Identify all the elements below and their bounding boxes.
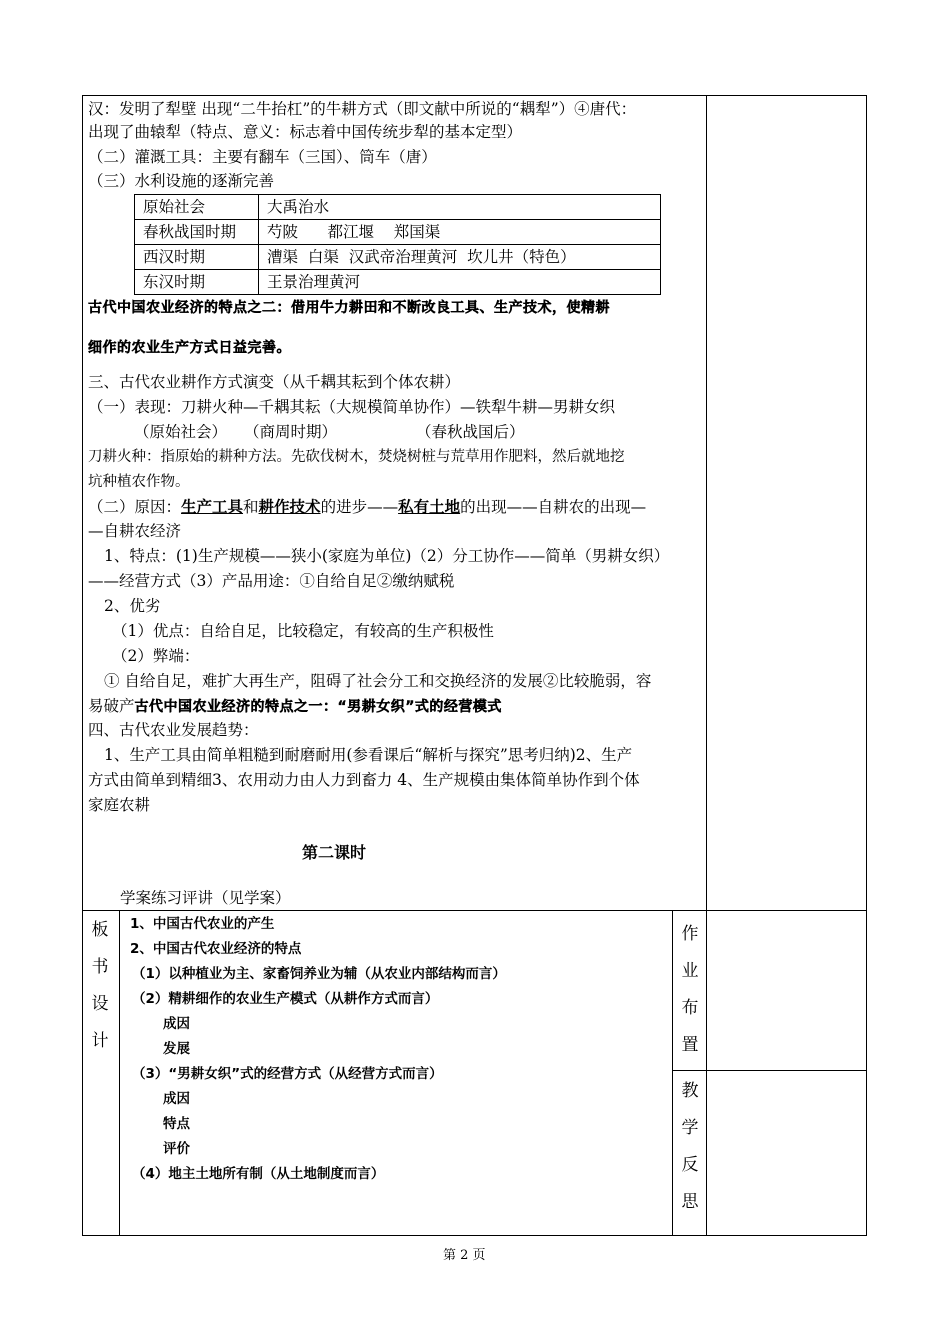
- section3-title: 三、古代农业耕作方式演变（从千耦其耘到个体农耕）: [88, 373, 461, 391]
- lesson2-review: 学案练习评讲（见学案）: [120, 889, 291, 907]
- demerits-line2: [88, 696, 502, 717]
- homework-reflection-divider: [672, 1070, 867, 1071]
- homework-label-char: 置: [681, 1035, 699, 1055]
- main-column-divider: [706, 95, 707, 1236]
- reason-suffix: 的出现——自耕农的出现—: [460, 498, 647, 516]
- text-irrigation-tools: （二）灌溉工具：主要有翻车（三国）、筒车（唐）: [88, 148, 437, 166]
- board-item: （4）地主土地所有制（从土地制度而言）: [132, 1166, 385, 1182]
- table-bottom-border: [82, 1235, 867, 1236]
- water-facilities-table: [134, 194, 661, 295]
- demerits-prefix: 易破产: [88, 697, 135, 715]
- reflection-label-char: 反: [681, 1155, 699, 1175]
- definition-line2: 坑种植农作物。: [88, 474, 190, 490]
- board-label-char: 计: [91, 1031, 109, 1051]
- table-cell-period: 西汉时期: [135, 245, 259, 270]
- reflection-label-char: 教: [681, 1081, 699, 1101]
- board-item: 成因: [163, 1016, 190, 1032]
- section3-sub-chunqiu: （春秋战国后）: [416, 423, 525, 441]
- table-row: [135, 270, 661, 295]
- board-item: （2）精耕细作的农业生产模式（从耕作方式而言）: [132, 991, 439, 1007]
- table-right-border: [866, 95, 867, 1236]
- demerits-line1: ① 自给自足，难扩大再生产，阻碍了社会分工和交换经济的发展②比较脆弱，容: [104, 672, 652, 690]
- board-label-char: 书: [91, 957, 109, 977]
- features-line1: 1、特点：(1)生产规模——狭小(家庭为单位)（2）分工协作——简单（男耕女织）: [104, 547, 670, 565]
- lesson2-heading: 第二课时: [302, 843, 367, 862]
- section3-sub-primitive: （原始社会）: [134, 423, 228, 441]
- table-left-border: [82, 95, 83, 1236]
- board-item: 评价: [163, 1141, 190, 1157]
- reason-and: 和: [243, 498, 259, 516]
- table-cell-content: 大禹治水: [259, 195, 661, 220]
- reason-prefix: （二）原因：: [88, 498, 182, 516]
- board-item: 1、中国古代农业的产生: [130, 916, 275, 932]
- section3-sub-shangzhou: （商周时期）: [244, 423, 338, 441]
- text-line-han: 汉：发明了犁壁 出现“二牛抬杠”的牛耕方式（即文献中所说的“耦犁”）④唐代：: [88, 100, 637, 118]
- reflection-label-char: 思: [681, 1192, 699, 1212]
- board-item: （3）“男耕女织”式的经营方式（从经营方式而言）: [132, 1066, 443, 1082]
- reason-mid: 的进步——: [320, 498, 399, 516]
- table-row: [135, 195, 661, 220]
- feature-two-line2: 细作的农业生产方式日益完善。: [88, 340, 291, 356]
- table-cell-period: 原始社会: [135, 195, 259, 220]
- table-cell-period: 春秋战国时期: [135, 220, 259, 245]
- text-water-facilities: （三）水利设施的逐渐完善: [88, 172, 275, 190]
- board-label-char: 板: [91, 920, 109, 940]
- feature-one-statement: 古代中国农业经济的特点之一：“男耕女织”式的经营模式: [134, 699, 502, 715]
- merits-title: 2、优劣: [104, 597, 161, 615]
- section3-reason-line1: [88, 497, 646, 517]
- board-label-char: 设: [91, 994, 109, 1014]
- section3-expression: （一）表现：刀耕火种—千耦其耘（大规模简单协作）—铁犁牛耕—男耕女织: [88, 398, 616, 416]
- table-cell-period: 东汉时期: [135, 270, 259, 295]
- section4-line1: 1、生产工具由简单粗糙到耐磨耐用(参看课后“解析与探究”思考归纳)2、生产: [104, 746, 633, 764]
- reflection-label-char: 学: [681, 1118, 699, 1138]
- board-item: 成因: [163, 1091, 190, 1107]
- table-row: [135, 220, 661, 245]
- definition-line1: 刀耕火种：指原始的耕种方法。先砍伐树木，焚烧树桩与荒草用作肥料，然后就地挖: [88, 449, 625, 465]
- reason-private-land: 私有土地: [398, 497, 461, 516]
- table-cell-content: 王景治理黄河: [259, 270, 661, 295]
- feature-two-line1: 古代中国农业经济的特点之二：借用牛力耕田和不断改良工具、生产技术，使精耕: [88, 300, 610, 316]
- board-label-divider: [119, 910, 120, 1236]
- section4-line2: 方式由简单到精细3、农用动力由人力到畜力 4、生产规模由集体简单协作到个体: [88, 771, 640, 789]
- board-row-top-border: [82, 910, 867, 911]
- text-line-tang: 出现了曲辕犁（特点、意义：标志着中国传统步犁的基本定型）: [88, 123, 523, 141]
- section3-reason-line2: —自耕农经济: [88, 522, 182, 540]
- board-item: （1）以种植业为主、家畜饲养业为辅（从农业内部结构而言）: [132, 966, 506, 982]
- section4-title: 四、古代农业发展趋势：: [88, 721, 259, 739]
- board-item: 2、中国古代农业经济的特点: [130, 941, 302, 957]
- board-item: 发展: [163, 1041, 190, 1057]
- demerits-title: （2）弊端：: [112, 647, 200, 665]
- homework-label-divider: [672, 910, 673, 1236]
- homework-label-char: 布: [681, 998, 699, 1018]
- table-top-border: [82, 95, 867, 96]
- table-cell-content: 漕渠 白渠 汉武帝治理黄河 坎儿井（特色）: [259, 245, 661, 270]
- table-cell-content: 芍陂 都江堰 郑国渠: [259, 220, 661, 245]
- reason-tools: 生产工具: [181, 497, 244, 516]
- section4-line3: 家庭农耕: [88, 796, 151, 814]
- reason-technique: 耕作技术: [258, 497, 321, 516]
- features-line2: ——经营方式（3）产品用途：①自给自足②缴纳赋税: [88, 572, 455, 590]
- board-item: 特点: [163, 1116, 190, 1132]
- table-row: [135, 245, 661, 270]
- page-number: 第 2 页: [443, 1248, 486, 1263]
- merits-advantages: （1）优点：自给自足，比较稳定，有较高的生产积极性: [112, 622, 494, 640]
- homework-label-char: 作: [681, 924, 699, 944]
- homework-label-char: 业: [681, 961, 699, 981]
